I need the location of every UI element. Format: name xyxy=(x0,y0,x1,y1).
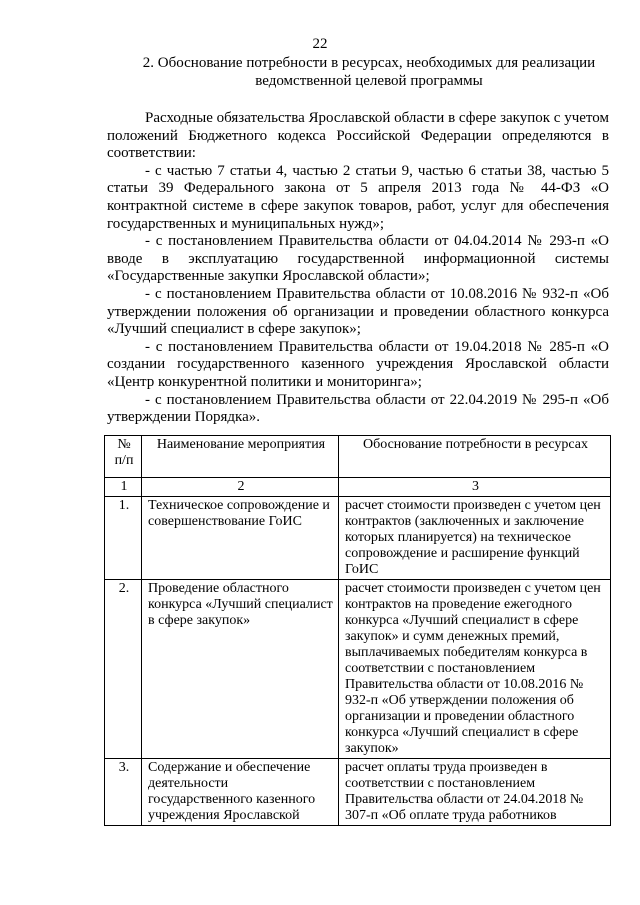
row-justification: расчет стоимости произведен с учетом цен контрактов на проведение ежегодного конкурса «Лучший специалист в сфере закупок» и сумм денежных премий, выплачиваемых победителям конкурса в соответствии с постановлением Правительства области от 10.08.2016 № 932-п «Об утверждении положения об организации и проведении областного конкурса «Лучший специалист в сфере закупок» xyxy=(339,580,611,759)
paragraph-intro: Расходные обязательства Ярославской области в сфере закупок с учетом положений Бюджетного кодекса Российской Федерации определяются в соответствии: xyxy=(107,110,609,162)
table-header-row xyxy=(105,436,611,478)
paragraph-resolution-293p: - с постановлением Правительства области от 04.04.2014 № 293-п «О вводе в эксплуатацию государственной информационной системы «Государственные закупки Ярославской области»; xyxy=(107,233,609,285)
column-number-1: 1 xyxy=(105,478,142,497)
paragraph-resolution-932p: - с постановлением Правительства области от 10.08.2016 № 932-п «Об утверждении положения об организации и проведении областного конкурса «Лучший специалист в сфере закупок»; xyxy=(107,285,609,338)
row-activity-name: Техническое сопровождение и совершенствование ГоИС xyxy=(142,497,339,580)
page-number: 22 xyxy=(312,36,328,52)
row-justification: расчет оплаты труда произведен в соответствии с постановлением Правительства области от 24.04.2018 № 307-п «Об оплате труда работников xyxy=(339,759,611,826)
row-number: 1. xyxy=(105,497,142,580)
table-column-number-row xyxy=(105,478,611,497)
table-row xyxy=(105,759,611,826)
header-number: № п/п xyxy=(105,436,142,478)
paragraph-law-44fz: - с частью 7 статьи 4, частью 2 статьи 9, частью 6 статьи 38, частью 5 статьи 39 Федерального закона от 5 апреля 2013 года № 44-ФЗ «О контрактной системе в сфере закупок товаров, работ, услуг для обеспечения государственных и муниципальных нужд»; xyxy=(107,162,609,232)
body-text xyxy=(107,110,609,427)
row-activity-name: Проведение областного конкурса «Лучший специалист в сфере закупок» xyxy=(142,580,339,759)
column-number-2: 2 xyxy=(142,478,339,497)
row-justification: расчет стоимости произведен с учетом цен контрактов (заключенных и заключение которых планируется) на техническое сопровождение и расширение функций ГоИС xyxy=(339,497,611,580)
table-row xyxy=(105,580,611,759)
paragraph-resolution-285p: - с постановлением Правительства области от 19.04.2018 № 285-п «О создании государственного казенного учреждения Ярославской области «Центр конкурентной политики и мониторинга»; xyxy=(107,338,609,390)
resource-justification-table xyxy=(104,435,611,826)
header-resource-justification: Обоснование потребности в ресурсах xyxy=(339,436,611,478)
row-activity-name: Содержание и обеспечение деятельности государственного казенного учреждения Ярославской xyxy=(142,759,339,826)
paragraph-resolution-295p: - с постановлением Правительства области от 22.04.2019 № 295-п «Об утверждении Порядка». xyxy=(107,391,609,426)
column-number-3: 3 xyxy=(339,478,611,497)
section-title: 2. Обоснование потребности в ресурсах, необходимых для реализации ведомственной целевой программы xyxy=(142,55,596,89)
row-number: 2. xyxy=(105,580,142,759)
row-number: 3. xyxy=(105,759,142,826)
table-row xyxy=(105,497,611,580)
header-activity-name: Наименование мероприятия xyxy=(142,436,339,478)
